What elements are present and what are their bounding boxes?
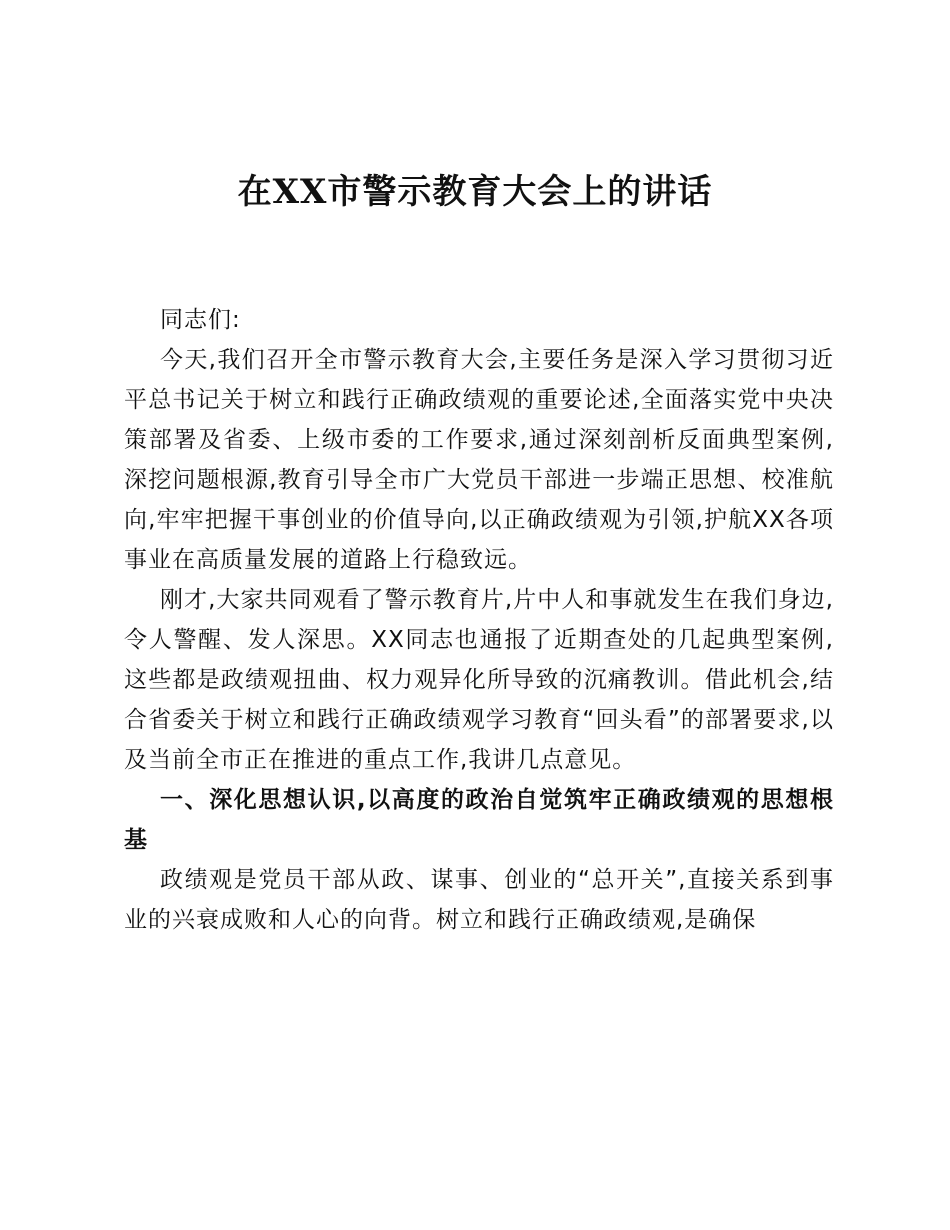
document-title: 在XX市警示教育大会上的讲话 [237,172,713,212]
document-body [124,300,834,940]
paragraph-context: 刚才,大家共同观看了警示教育片,片中人和事就发生在我们身边,令人警醒、发人深思。XX同志也通报了近期查处的几起典型案例,这些都是政绩观扭曲、权力观异化所导致的沉痛教训。借此机会,结合省委关于树立和践行正确政绩观学习教育“回头看”的部署要求,以及当前全市正在推进的重点工作,我讲几点意见。 [124,587,834,773]
salutation: 同志们: [160,307,241,333]
paragraph-intro: 今天,我们召开全市警示教育大会,主要任务是深入学习贯彻习近平总书记关于树立和践行正确政绩观的重要论述,全面落实党中央决策部署及省委、上级市委的工作要求,通过深刻剖析反面典型案例,深挖问题根源,教育引导全市广大党员干部进一步端正思想、校准航向,牢牢把握干事创业的价值导向,以正确政绩观为引领,护航XX各项事业在高质量发展的道路上行稳致远。 [124,347,834,573]
section-heading: 一、深化思想认识,以高度的政治自觉筑牢正确政绩观的思想根基 [124,787,834,853]
section-paragraph: 政绩观是党员干部从政、谋事、创业的“总开关”,直接关系到事业的兴衰成败和人心的向背。树立和践行正确政绩观,是确保 [124,867,834,933]
